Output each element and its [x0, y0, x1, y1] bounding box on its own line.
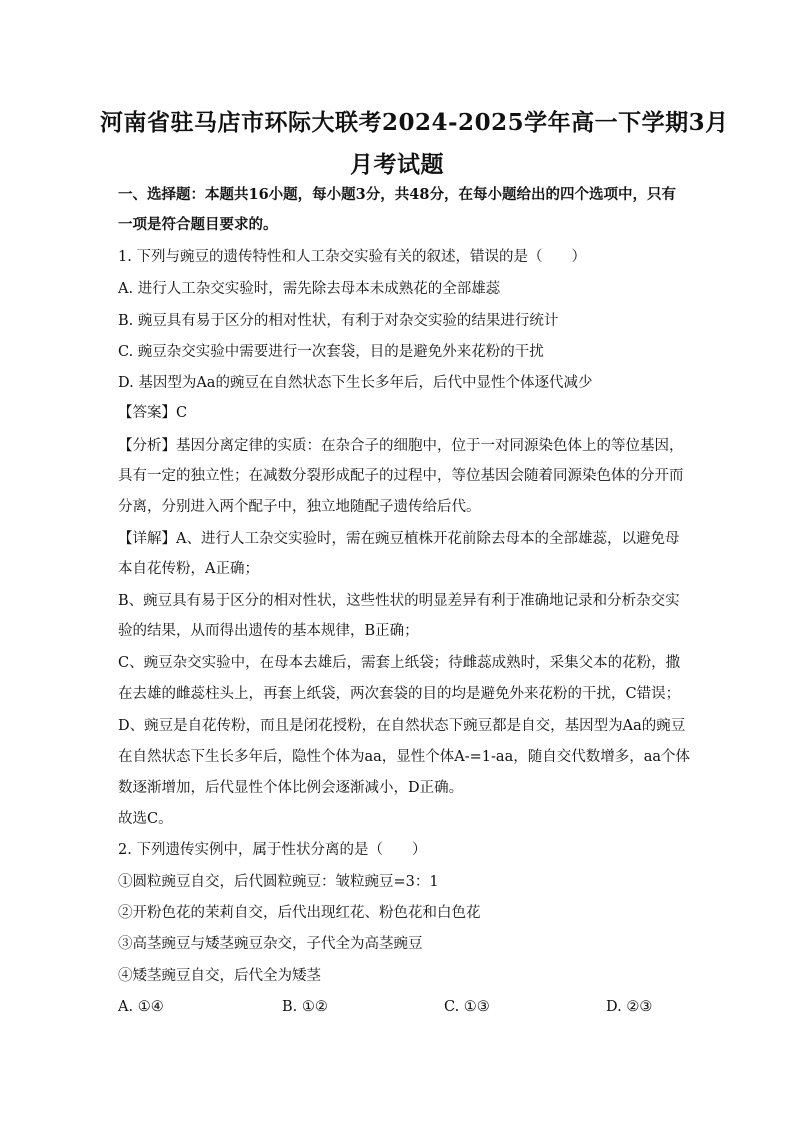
- question-1-detail-line: D、豌豆是自花传粉，而且是闭花授粉，在自然状态下豌豆都是自交，基因型为Aa的豌豆: [118, 718, 686, 734]
- question-1-stem: 1. 下列与豌豆的遗传特性和人工杂交实验有关的叙述，错误的是（ ）: [118, 249, 586, 265]
- question-2-option-c: C. ①③: [444, 999, 490, 1015]
- question-2-option-b: B. ①②: [282, 999, 328, 1015]
- question-1-conclusion: 故选C。: [118, 811, 173, 827]
- question-1-detail-line: 在自然状态下生长多年后，隐性个体为aa，显性个体A-=1-aa，随自交代数增多，aa个体: [118, 749, 691, 765]
- question-1-analysis-line: 分离，分别进入两个配子中，独立地随配子遗传给后代。: [118, 499, 481, 515]
- question-1-analysis-line: 【分析】基因分离定律的实质：在杂合子的细胞中，位于一对同源染色体上的等位基因，: [118, 438, 684, 454]
- question-1-option-b: B. 豌豆具有易于区分的相对性状，有利于对杂交实验的结果进行统计: [118, 313, 559, 329]
- question-2-item-1: ①圆粒豌豆自交，后代圆粒豌豆：皱粒豌豆=3：1: [118, 874, 439, 890]
- question-1-analysis-line: 具有一定的独立性；在减数分裂形成配子的过程中，等位基因会随着同源染色体的分开而: [118, 468, 684, 484]
- question-1-option-c: C. 豌豆杂交实验中需要进行一次套袋，目的是避免外来花粉的干扰: [118, 344, 544, 360]
- question-1-detail-line: 数逐渐增加，后代显性个体比例会逐渐减小，D正确。: [118, 780, 464, 796]
- question-1-detail-line: C、豌豆杂交实验中，在母本去雄后，需套上纸袋；待雌蕊成熟时，采集父本的花粉，撒: [118, 655, 681, 671]
- question-1-detail-line: B、豌豆具有易于区分的相对性状，这些性状的明显差异有利于准确地记录和分析杂交实: [118, 593, 680, 609]
- document-title-line-1: 河南省驻马店市环际大联考2024-2025学年高一下学期3月: [100, 109, 729, 136]
- question-2-stem: 2. 下列遗传实例中，属于性状分离的是（ ）: [118, 842, 427, 858]
- question-2-item-3: ③高茎豌豆与矮茎豌豆杂交，子代全为高茎豌豆: [118, 936, 423, 952]
- question-1-answer: 【答案】C: [118, 405, 188, 421]
- section-instructions-line-1: 一、选择题：本题共16小题，每小题3分，共48分，在每小题给出的四个选项中，只有: [118, 186, 676, 203]
- section-instructions-line-2: 一项是符合题目要求的。: [118, 216, 278, 233]
- question-1-detail-line: 本自花传粉，A正确；: [118, 561, 259, 577]
- question-2-item-2: ②开粉色花的茉莉自交，后代出现红花、粉色花和白色花: [118, 905, 481, 921]
- question-2-option-d: D. ②③: [606, 999, 653, 1015]
- question-1-option-d: D. 基因型为Aa的豌豆在自然状态下生长多年后，后代中显性个体逐代减少: [118, 375, 593, 391]
- question-1-detail-line: 【详解】A、进行人工杂交实验时，需在豌豆植株开花前除去母本的全部雄蕊，以避免母: [118, 531, 680, 547]
- question-1-detail-line: 在去雄的雌蕊柱头上，再套上纸袋，两次套袋的目的均是避免外来花粉的干扰，C错误；: [118, 686, 681, 702]
- question-1-option-a: A. 进行人工杂交实验时，需先除去母本未成熟花的全部雄蕊: [118, 281, 501, 297]
- question-2-option-a: A. ①④: [118, 999, 164, 1015]
- question-1-detail-line: 验的结果，从而得出遗传的基本规律，B正确；: [118, 623, 419, 639]
- document-title-line-2: 月考试题: [350, 151, 444, 178]
- question-2-item-4: ④矮茎豌豆自交，后代全为矮茎: [118, 968, 321, 984]
